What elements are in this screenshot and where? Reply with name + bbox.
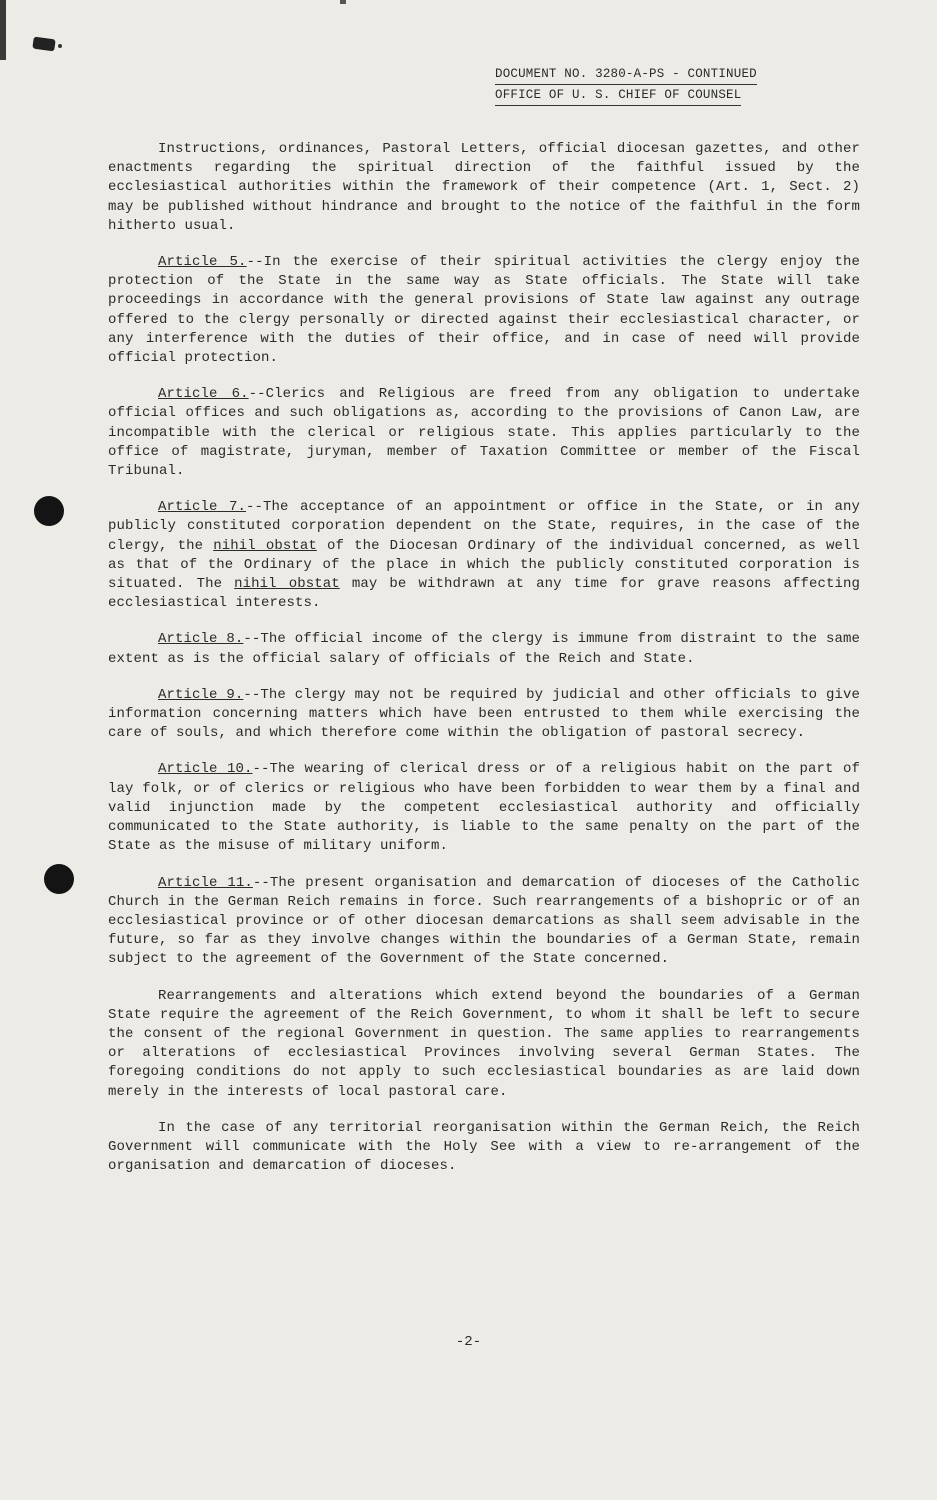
nihil-obstat-term: nihil obstat — [234, 576, 340, 593]
header-document-number: DOCUMENT NO. 3280-A-PS - CONTINUED — [495, 64, 757, 85]
article-6 — [108, 385, 860, 481]
article-10-title: Article 10. — [158, 761, 253, 778]
article-7-title: Article 7. — [158, 499, 247, 516]
punch-hole-upper — [34, 496, 64, 526]
paragraph-territorial-reorganisation: In the case of any territorial reorganisation within the German Reich, the Reich Government will communicate with the Holy See with a view to re-arrangement of the organisation and demarcation of dioceses. — [108, 1119, 860, 1175]
document-body — [108, 140, 860, 1193]
article-9-text: --The clergy may not be required by judicial and other officials to give information concerning matters which have been entrusted to them while exercising the care of souls, and which therefore come within the obligation of pastoral secrecy. — [108, 686, 860, 742]
article-5-text: --In the exercise of their spiritual activities the clergy enjoy the protection of the State in the same way as State officials. The State will take proceedings in accordance with the general provisions of State law against any outrage offered to the clergy personally or directed against their ecclesiastical character, or any interference with the duties of their office, and in case of need will provide official protection. — [108, 254, 861, 367]
article-7-text-part1: --The acceptance of an appointment or office in the State, or in any publicly constituted corporation dependent on the State, requires, in the case of the clergy, the — [108, 499, 861, 554]
article-11 — [108, 874, 860, 970]
article-6-title: Article 6. — [158, 386, 249, 403]
article-8-text: --The official income of the clergy is immune from distraint to the same extent as is the official salary of officials of the Reich and State. — [108, 631, 860, 667]
article-9 — [108, 686, 860, 744]
article-11-title: Article 11. — [158, 874, 253, 891]
ink-dot-mark — [58, 44, 62, 48]
article-7-text-part2: of the Diocesan Ordinary of the individual concerned, as well as that of the Ordinary of the place in which the publicly constituted corporation is situated. The — [108, 537, 860, 593]
document-header — [495, 64, 835, 106]
scan-edge-mark — [0, 0, 6, 60]
punch-hole-lower — [44, 864, 74, 894]
article-10-text: --The wearing of clerical dress or of a religious habit on the part of lay folk, or of clerics or religious who have been forbidden to wear them by a final and valid injunction made by the competent ecclesiastical authority and officially communicated to the State authority, is liable to the same penalty on the part of the State as the misuse of military uniform. — [108, 761, 860, 855]
paragraph-instructions: Instructions, ordinances, Pastoral Letters, official diocesan gazettes, and other enactments regarding the spiritual direction of the faithful issued by the ecclesiastical authorities within the framework of their competence (Art. 1, Sect. 2) may be published without hindrance and brought to the notice of the faithful in the form hitherto usual. — [108, 141, 860, 234]
article-8 — [108, 630, 860, 668]
article-11-text: --The present organisation and demarcation of dioceses of the Catholic Church in the German Reich remains in force. Such rearrangements of a bishopric or of an ecclesiastical province or of other diocesan demarcations as shall seem advisable in the future, so far as they involve changes within the boundaries of a German State, remain subject to the agreement of the Government of the State concerned. — [108, 874, 860, 968]
article-10 — [108, 760, 860, 856]
scan-tick-mark — [340, 0, 346, 4]
article-7 — [108, 498, 860, 613]
article-5-title: Article 5. — [158, 254, 247, 271]
article-9-title: Article 9. — [158, 686, 244, 703]
paragraph-rearrangements: Rearrangements and alterations which extend beyond the boundaries of a German State require the agreement of the Reich Government, to whom it shall be left to secure the consent of the regional Government in question. The same applies to rearrangements or alterations of ecclesiastical Provinces involving several German States. The foregoing conditions do not apply to such ecclesiastical boundaries as are laid down merely in the interests of local pastoral care. — [108, 987, 860, 1100]
page-number: -2- — [455, 1334, 482, 1350]
nihil-obstat-term: nihil obstat — [213, 537, 317, 554]
header-office: OFFICE OF U. S. CHIEF OF COUNSEL — [495, 85, 741, 106]
article-8-title: Article 8. — [158, 631, 244, 648]
article-5 — [108, 253, 860, 368]
ink-blot-mark — [32, 37, 55, 52]
article-7-text-part3: may be withdrawn at any time for grave reasons affecting ecclesiastical interests. — [108, 576, 860, 612]
article-6-text: --Clerics and Religious are freed from any obligation to undertake official offices and such obligations as, according to the provisions of Canon Law, are incompatible with the clerical or religious state. This applies particularly to the office of magistrate, juryman, member of Taxation Committee or member of the Fiscal Tribunal. — [108, 386, 861, 480]
